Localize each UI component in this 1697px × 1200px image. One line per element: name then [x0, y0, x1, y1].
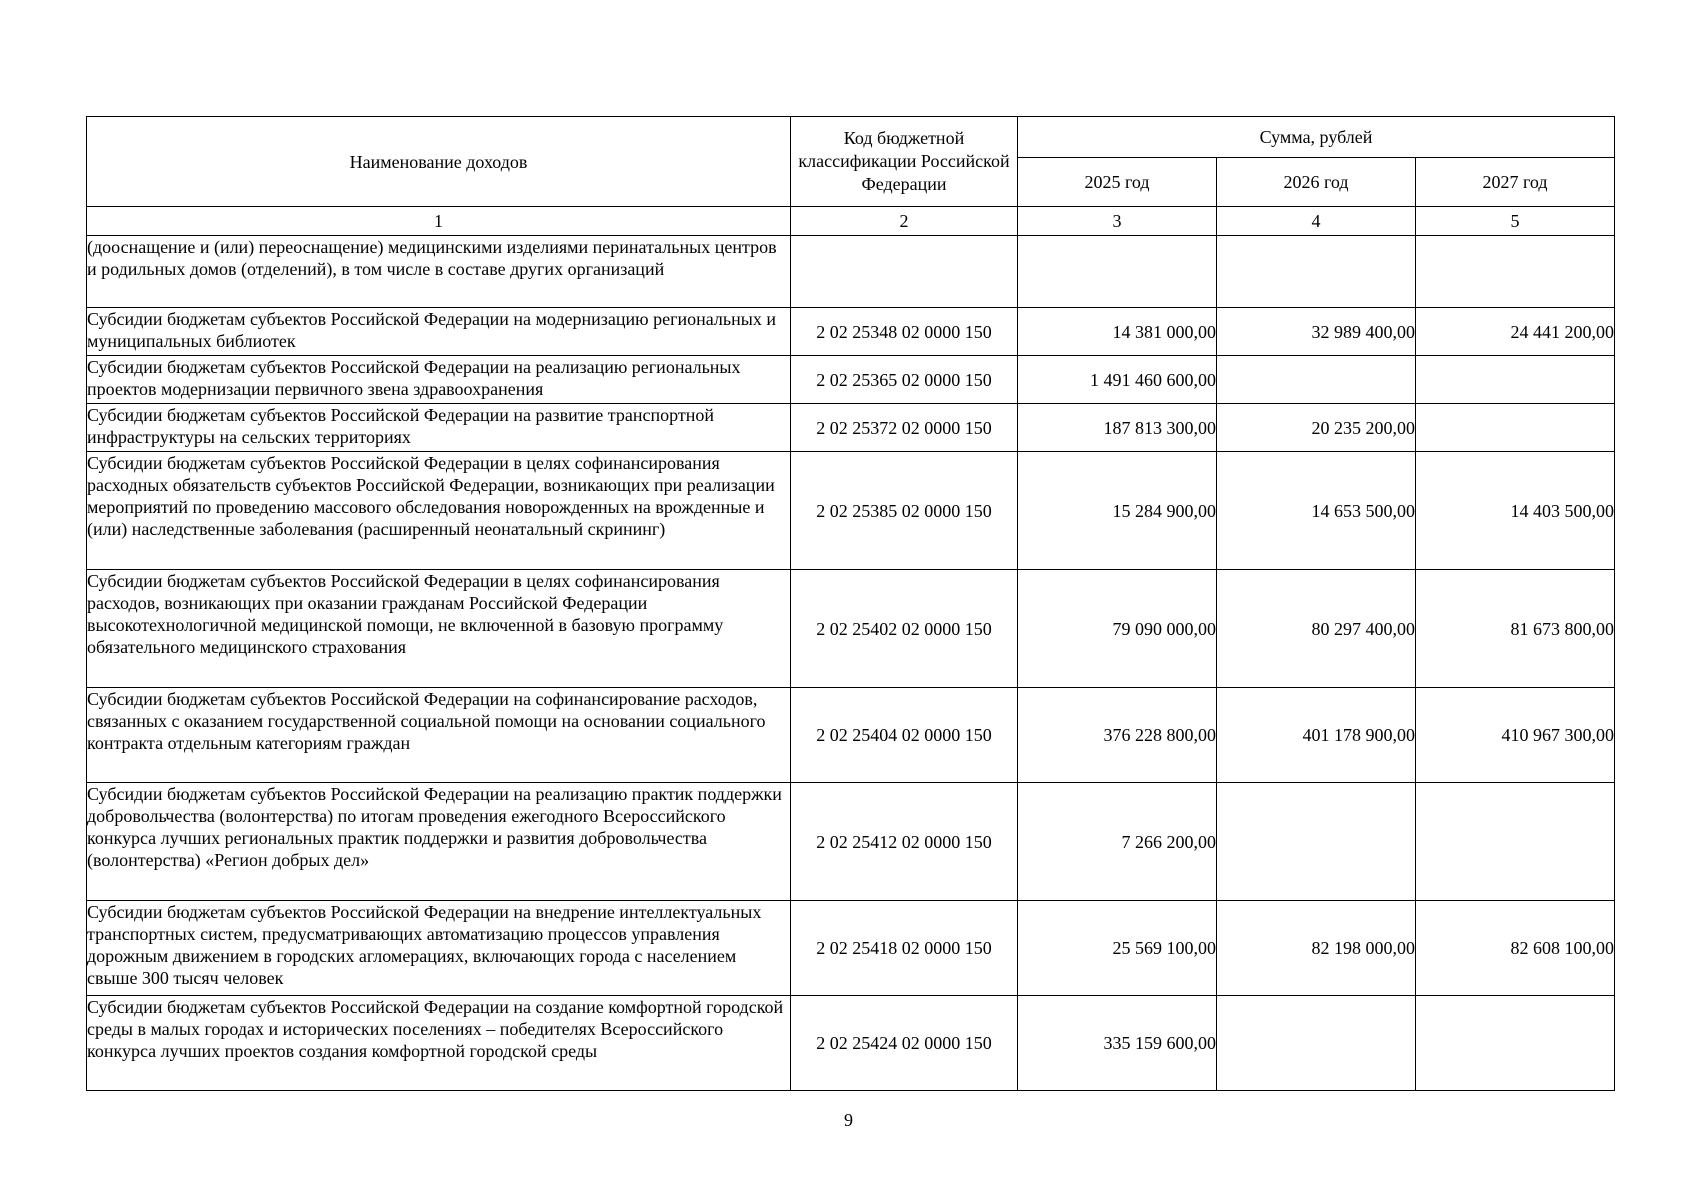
table-row: [87, 570, 1615, 688]
column-number-row: [87, 207, 1615, 236]
budget-code: 2 02 25418 02 0000 150: [791, 901, 1018, 996]
amount-2027: [1416, 996, 1615, 1091]
amount-2027: 82 608 100,00: [1416, 901, 1615, 996]
header-year-2026: 2026 год: [1217, 158, 1416, 207]
amount-2026: [1217, 356, 1416, 404]
amount-2025: [1018, 236, 1217, 308]
page-number: 9: [844, 1110, 853, 1130]
amount-2026: [1217, 783, 1416, 901]
table-row: [87, 236, 1615, 308]
header-year-2025: 2025 год: [1018, 158, 1217, 207]
amount-2027: 14 403 500,00: [1416, 452, 1615, 570]
income-name: Субсидии бюджетам субъектов Российской Федерации в целях софинансирования расходных обязательств субъектов Российской Федерации, возникающих при реализации мероприятий по проведению массового обследования новорожденных на врожденные и (или) наследственные заболевания (расширенный неонатальный скрининг): [87, 452, 791, 570]
income-name: Субсидии бюджетам субъектов Российской Федерации на модернизацию региональных и муниципальных библиотек: [87, 308, 791, 356]
budget-code: 2 02 25412 02 0000 150: [791, 783, 1018, 901]
header-income-name: Наименование доходов: [87, 117, 791, 207]
income-name: Субсидии бюджетам субъектов Российской Федерации на создание комфортной городской среды в малых городах и исторических поселениях – победителях Всероссийского конкурса лучших проектов создания комфортной городской среды: [87, 996, 791, 1091]
amount-2026: 32 989 400,00: [1217, 308, 1416, 356]
table-row: [87, 901, 1615, 996]
header-sum: Сумма, рублей: [1018, 117, 1615, 158]
income-name: Субсидии бюджетам субъектов Российской Федерации на реализацию практик поддержки добровольчества (волонтерства) по итогам проведения ежегодного Всероссийского конкурса лучших региональных практик поддержки и развития добровольчества (волонтерства) «Регион добрых дел»: [87, 783, 791, 901]
table-row: [87, 452, 1615, 570]
column-number: 1: [87, 207, 791, 236]
table-row: [87, 783, 1615, 901]
budget-code: 2 02 25365 02 0000 150: [791, 356, 1018, 404]
amount-2025: 376 228 800,00: [1018, 688, 1217, 783]
amount-2026: [1217, 996, 1416, 1091]
budget-code: 2 02 25385 02 0000 150: [791, 452, 1018, 570]
amount-2025: 79 090 000,00: [1018, 570, 1217, 688]
column-number: 2: [791, 207, 1018, 236]
income-name: Субсидии бюджетам субъектов Российской Федерации на реализацию региональных проектов модернизации первичного звена здравоохранения: [87, 356, 791, 404]
amount-2025: 335 159 600,00: [1018, 996, 1217, 1091]
amount-2027: 410 967 300,00: [1416, 688, 1615, 783]
income-name: Субсидии бюджетам субъектов Российской Федерации на софинансирование расходов, связанных с оказанием государственной социальной помощи на основании социального контракта отдельным категориям граждан: [87, 688, 791, 783]
revenue-table: [86, 116, 1615, 1091]
amount-2026: 20 235 200,00: [1217, 404, 1416, 452]
amount-2026: 14 653 500,00: [1217, 452, 1416, 570]
amount-2025: 25 569 100,00: [1018, 901, 1217, 996]
amount-2025: 15 284 900,00: [1018, 452, 1217, 570]
amount-2025: 14 381 000,00: [1018, 308, 1217, 356]
budget-code: 2 02 25348 02 0000 150: [791, 308, 1018, 356]
income-name: (дооснащение и (или) переоснащение) медицинскими изделиями перинатальных центров и родильных домов (отделений), в том числе в составе других организаций: [87, 236, 791, 308]
amount-2027: 24 441 200,00: [1416, 308, 1615, 356]
income-name: Субсидии бюджетам субъектов Российской Федерации на развитие транспортной инфраструктуры на сельских территориях: [87, 404, 791, 452]
amount-2025: 7 266 200,00: [1018, 783, 1217, 901]
amount-2027: [1416, 356, 1615, 404]
budget-code: [791, 236, 1018, 308]
amount-2026: 82 198 000,00: [1217, 901, 1416, 996]
amount-2026: [1217, 236, 1416, 308]
income-name: Субсидии бюджетам субъектов Российской Федерации на внедрение интеллектуальных транспортных систем, предусматривающих автоматизацию процессов управления дорожным движением в городских агломерациях, включающих города с населением свыше 300 тысяч человек: [87, 901, 791, 996]
budget-code: 2 02 25424 02 0000 150: [791, 996, 1018, 1091]
amount-2027: [1416, 236, 1615, 308]
budget-code: 2 02 25404 02 0000 150: [791, 688, 1018, 783]
header-year-2027: 2027 год: [1416, 158, 1615, 207]
table-row: [87, 996, 1615, 1091]
table-row: [87, 404, 1615, 452]
amount-2025: 1 491 460 600,00: [1018, 356, 1217, 404]
amount-2026: 401 178 900,00: [1217, 688, 1416, 783]
income-name: Субсидии бюджетам субъектов Российской Федерации в целях софинансирования расходов, возникающих при оказании гражданам Российской Федерации высокотехнологичной медицинской помощи, не включенной в базовую программу обязательного медицинского страхования: [87, 570, 791, 688]
budget-code: 2 02 25402 02 0000 150: [791, 570, 1018, 688]
table-row: [87, 308, 1615, 356]
table-row: [87, 688, 1615, 783]
table-body: [87, 236, 1615, 1091]
column-number: 3: [1018, 207, 1217, 236]
amount-2027: [1416, 783, 1615, 901]
table-header: [87, 117, 1615, 236]
amount-2026: 80 297 400,00: [1217, 570, 1416, 688]
amount-2025: 187 813 300,00: [1018, 404, 1217, 452]
budget-code: 2 02 25372 02 0000 150: [791, 404, 1018, 452]
amount-2027: [1416, 404, 1615, 452]
amount-2027: 81 673 800,00: [1416, 570, 1615, 688]
column-number: 5: [1416, 207, 1615, 236]
header-budget-code: Код бюджетной классификации Российской Федерации: [791, 117, 1018, 207]
column-number: 4: [1217, 207, 1416, 236]
table-row: [87, 356, 1615, 404]
